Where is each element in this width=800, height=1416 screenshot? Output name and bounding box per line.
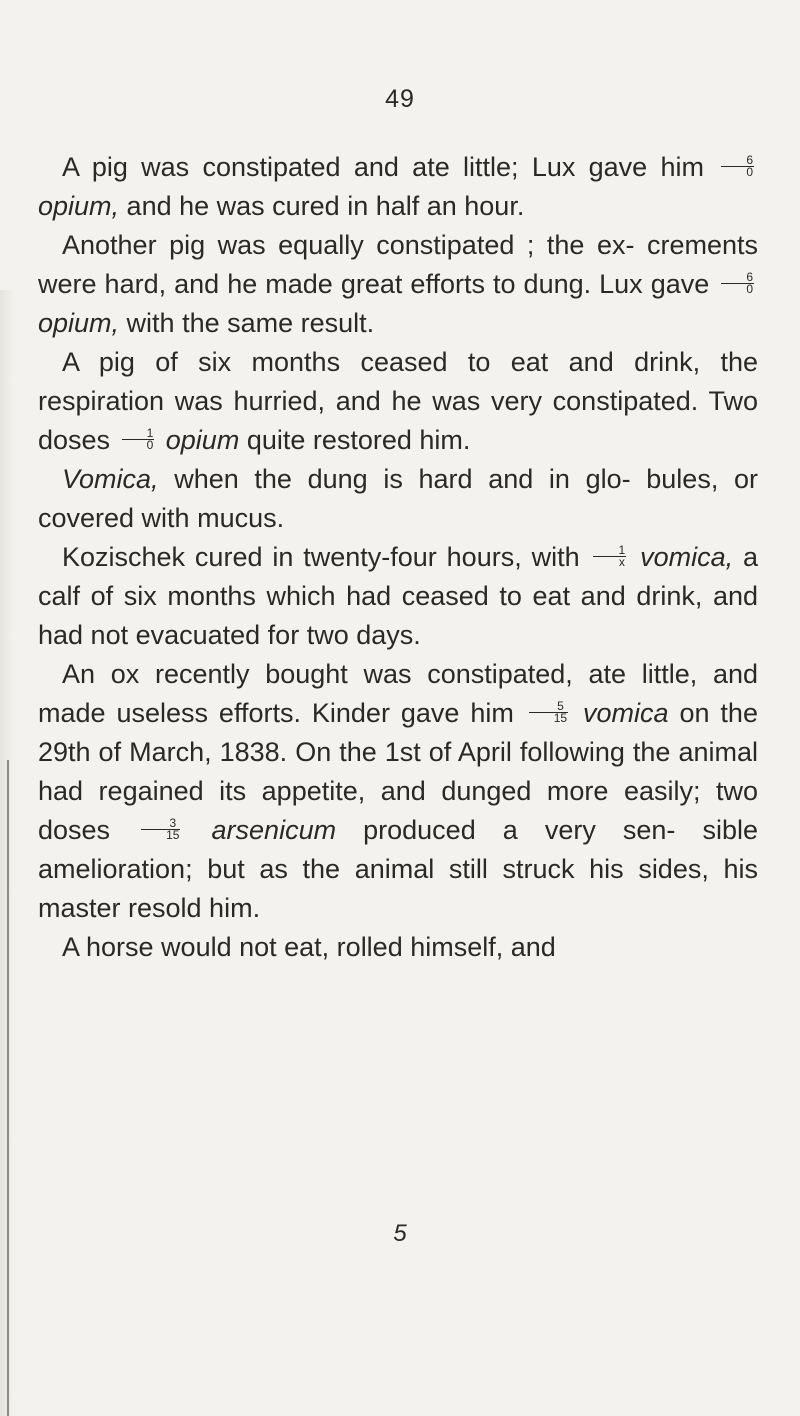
fraction-denominator: 15 <box>553 711 568 726</box>
fraction-numerator: 1 <box>593 545 626 557</box>
fraction-denominator: 0 <box>746 282 753 297</box>
remedy-name: opium <box>165 425 240 455</box>
dose-fraction <box>721 155 754 178</box>
text-run <box>184 815 211 845</box>
fraction-numerator: 5 <box>529 701 568 713</box>
text-run: a calf of six months which had ceased to eat and drink, and had not evacuated for two days. <box>38 542 758 650</box>
text-run: An ox recently bought was constipated, ate little, and made useless efforts. Kinder gave him <box>38 659 758 728</box>
dose-fraction <box>122 428 155 451</box>
remedy-name: vomica <box>583 698 669 728</box>
text-run <box>630 542 640 572</box>
paragraph <box>38 343 758 460</box>
fraction-denominator: 15 <box>166 828 180 843</box>
text-run <box>158 425 166 455</box>
paragraph <box>38 538 758 655</box>
text-run: produced a very sen- sible amelioration; but as the animal still struck his sides, his master resold him. <box>38 815 758 923</box>
text-run: A pig was constipated and ate little; Lux gave him <box>62 152 718 182</box>
paragraph <box>38 226 758 343</box>
fraction-numerator: 1 <box>122 428 155 440</box>
remedy-name: opium, <box>38 308 120 338</box>
fraction-denominator: x <box>618 555 625 570</box>
text-run: A horse would not eat, rolled himself, and <box>62 932 556 962</box>
fraction-numerator: 6 <box>721 272 754 284</box>
text-run: quite restored him. <box>239 425 471 455</box>
text-run: when the dung is hard and in glo- bules, or covered with mucus. <box>38 464 758 533</box>
dose-fraction <box>593 545 626 568</box>
fraction-numerator: 6 <box>721 155 754 167</box>
remedy-name: Vomica, <box>62 464 159 494</box>
text-run: on the 29th of March, 1838. On the 1st of April following the animal had regained its appetite, and dunged more easily; two doses <box>38 698 758 845</box>
paragraph <box>38 928 758 967</box>
binding-edge <box>7 760 9 1416</box>
dose-fraction <box>529 701 568 724</box>
dose-fraction <box>721 272 754 295</box>
remedy-name: opium, <box>38 191 120 221</box>
text-run: and he was cured in half an hour. <box>119 191 525 221</box>
body-text <box>38 148 758 967</box>
page-number: 49 <box>385 85 415 113</box>
paragraph <box>38 148 758 226</box>
fraction-numerator: 3 <box>141 818 180 830</box>
fraction-denominator: 0 <box>746 165 753 180</box>
remedy-name: arsenicum <box>211 815 337 845</box>
dose-fraction <box>141 818 180 841</box>
signature-mark: 5 <box>393 1220 407 1247</box>
text-run: Another pig was equally constipated ; the ex- crements were hard, and he made great efforts to dung. Lux gave <box>38 230 758 299</box>
text-run <box>572 698 583 728</box>
text-run: with the same result. <box>119 308 375 338</box>
remedy-name: vomica, <box>640 542 734 572</box>
paragraph <box>38 655 758 928</box>
text-run: A pig of six months ceased to eat and drink, the respiration was hurried, and he was very constipated. Two doses <box>38 347 758 455</box>
paragraph <box>38 460 758 538</box>
fraction-denominator: 0 <box>146 438 154 453</box>
text-run: Kozischek cured in twenty-four hours, with <box>62 542 590 572</box>
